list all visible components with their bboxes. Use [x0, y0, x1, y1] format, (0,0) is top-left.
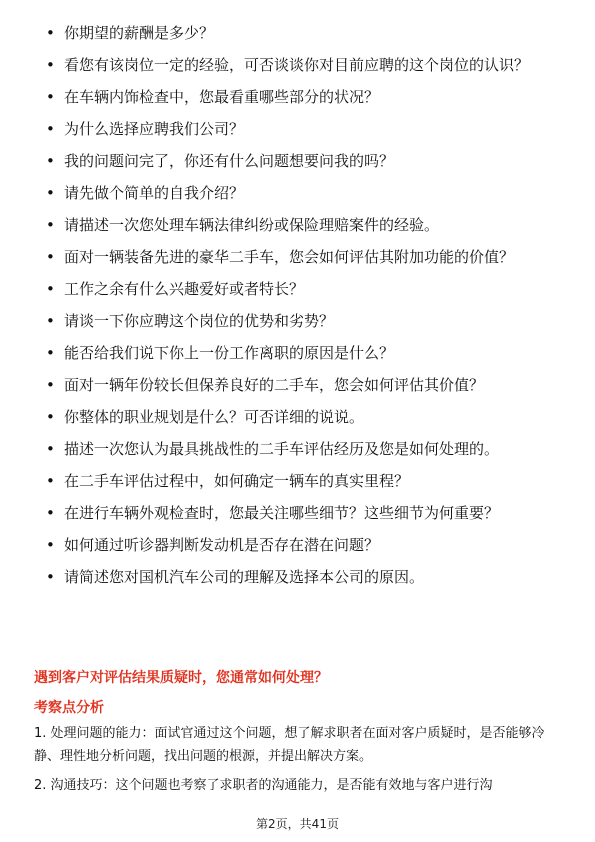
bullet-icon: • — [46, 536, 55, 554]
highlight-question: 遇到客户对评估结果质疑时，您通常如何处理？ — [34, 670, 328, 686]
question-text: 面对一辆装备先进的豪华二手车，您会如何评估其附加功能的价值？ — [64, 248, 515, 266]
bullet-icon: • — [46, 376, 55, 394]
list-item — [0, 214, 595, 236]
bullet-icon: • — [46, 472, 55, 490]
analysis-body — [34, 722, 562, 803]
list-item — [0, 310, 595, 332]
question-text: 能否给我们说下你上一份工作离职的原因是什么？ — [64, 344, 395, 362]
bullet-icon: • — [46, 440, 55, 458]
list-item — [0, 182, 595, 204]
analysis-title: 考察点分析 — [34, 700, 104, 716]
list-item — [0, 502, 595, 524]
list-item — [0, 246, 595, 268]
bullet-icon: • — [46, 408, 55, 426]
bullet-icon: • — [46, 56, 55, 74]
list-item — [0, 438, 595, 460]
question-list — [0, 22, 595, 598]
bullet-icon: • — [46, 152, 55, 170]
bullet-icon: • — [46, 216, 55, 234]
question-text: 你期望的薪酬是多少？ — [64, 24, 215, 42]
analysis-item: 2. 沟通技巧：这个问题也考察了求职者的沟通能力，是否能有效地与客户进行沟 — [34, 778, 493, 793]
question-text: 在二手车评估过程中，如何确定一辆车的真实里程？ — [64, 472, 410, 490]
bullet-icon: • — [46, 88, 55, 106]
list-item — [0, 118, 595, 140]
question-text: 请先做个简单的自我介绍？ — [64, 184, 245, 202]
bullet-icon: • — [46, 24, 55, 42]
bullet-icon: • — [46, 248, 55, 266]
list-item — [0, 86, 595, 108]
list-item — [0, 374, 595, 396]
question-text: 为什么选择应聘我们公司？ — [64, 120, 245, 138]
bullet-icon: • — [46, 312, 55, 330]
question-text: 请谈一下你应聘这个岗位的优势和劣势？ — [64, 312, 335, 330]
question-text: 你整体的职业规划是什么？可否详细的说说。 — [64, 408, 365, 426]
bullet-icon: • — [46, 120, 55, 138]
question-text: 在车辆内饰检查中，您最看重哪些部分的状况？ — [64, 88, 380, 106]
question-text: 如何通过听诊器判断发动机是否存在潜在问题？ — [64, 536, 380, 554]
question-text: 请描述一次您处理车辆法律纠纷或保险理赔案件的经验。 — [64, 216, 440, 234]
list-item — [0, 54, 595, 76]
list-item — [0, 278, 595, 300]
list-item — [0, 406, 595, 428]
question-text: 我的问题问完了，你还有什么问题想要问我的吗？ — [64, 152, 395, 170]
list-item — [0, 22, 595, 44]
list-item — [0, 470, 595, 492]
bullet-icon: • — [46, 344, 55, 362]
question-text: 在进行车辆外观检查时，您最关注哪些细节？这些细节为何重要？ — [64, 504, 500, 522]
question-text: 面对一辆年份较长但保养良好的二手车，您会如何评估其价值？ — [64, 376, 485, 394]
list-item — [0, 342, 595, 364]
bullet-icon: • — [46, 568, 55, 586]
question-text: 工作之余有什么兴趣爱好或者特长？ — [64, 280, 305, 298]
list-item — [0, 534, 595, 556]
question-text: 请简述您对国机汽车公司的理解及选择本公司的原因。 — [64, 568, 425, 586]
analysis-item: 1. 处理问题的能力：面试官通过这个问题，想了解求职者在面对客户质疑时，是否能够冷静、理性地分析问题，找出问题的根源，并提出解决方案。 — [34, 726, 545, 764]
question-text: 描述一次您认为最具挑战性的二手车评估经历及您是如何处理的。 — [64, 440, 500, 458]
bullet-icon: • — [46, 184, 55, 202]
page-footer: 第2页，共41页 — [256, 817, 339, 831]
bullet-icon: • — [46, 504, 55, 522]
question-text: 看您有该岗位一定的经验，可否谈谈你对目前应聘的这个岗位的认识？ — [64, 56, 530, 74]
list-item — [0, 566, 595, 588]
list-item — [0, 150, 595, 172]
bullet-icon: • — [46, 280, 55, 298]
